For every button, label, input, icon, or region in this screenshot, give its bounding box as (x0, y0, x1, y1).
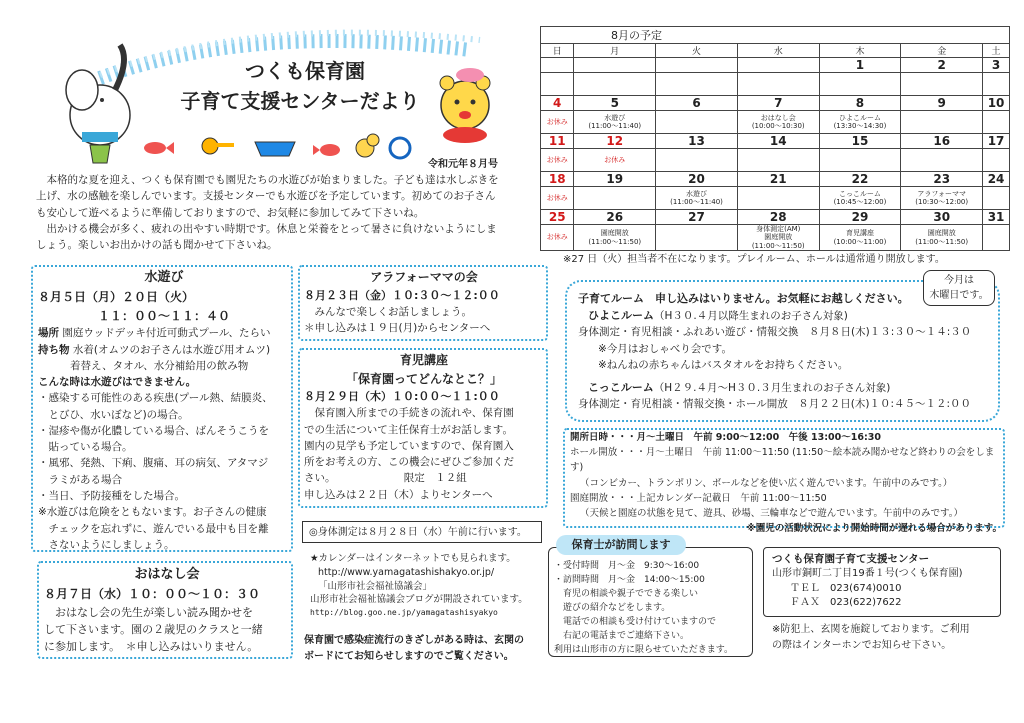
calendar-event: 水遊び (11:00〜11:40) (574, 111, 656, 134)
contact-note: ※防犯上、玄関を施錠しております。ご利用 の際はインターホンでお知らせ下さい。 (772, 624, 970, 651)
calendar-event (819, 149, 901, 172)
water-bullet: ラミがある場合 (38, 473, 122, 486)
water-bullet: チェックを忘れずに、遊んでいる最中も目を離 (38, 522, 269, 535)
calendar-date-row (541, 58, 1010, 73)
visit-badge: 保育士が訪問します (556, 535, 686, 555)
calendar-date (541, 58, 574, 73)
calendar-date: 24 (983, 172, 1010, 187)
calendar-date: 13 (656, 134, 738, 149)
water-time: １１：００〜１１：４０ (97, 308, 230, 323)
calendar-event (737, 149, 819, 172)
boat-icon (255, 142, 295, 156)
water-bullet: ・風邪、発熱、下痢、腹痛、耳の病気、アタマジ (38, 457, 269, 470)
measure-note: ◎身体測定は８月２８日（水）午前に行います。 (302, 521, 542, 543)
elephant-icon (66, 45, 130, 145)
water-bullet: 貼っている場合。 (38, 441, 133, 454)
intro-text: 本格的な夏を迎え、つくも保育園でも園児たちの水遊びが始まりました。子ども達は水しぶきを 上げ、水の感触を楽しんでいます。支援センターでも水遊びを予定しています。初めてのお子さん も安心して遊べるように準備しておりますので、お気軽に参加してみて下さいね。 出かける機会が多く、疲れの出やすい時期です。休息と栄養をとって暑さに負けないようにしま しょう。楽しいお出かけの話も聞かせて下さいね。 (36, 174, 499, 252)
calendar-event (574, 73, 656, 96)
calendar-event (656, 111, 738, 134)
water-bullet: さないようにしましょう。 (38, 538, 175, 551)
calendar-date: 10 (983, 96, 1010, 111)
calendar-event: 水遊び (11:00〜11:40) (656, 187, 738, 210)
duck-icon (356, 134, 379, 157)
calendar-event-row (541, 73, 1010, 96)
calendar-event (656, 149, 738, 172)
calendar-date: 3 (983, 58, 1010, 73)
calendar-event: 育児講座 (10:00〜11:00) (819, 225, 901, 251)
calendar-date: 12 (574, 134, 656, 149)
calendar-date-row (541, 210, 1010, 225)
bucket-icon (90, 145, 110, 163)
calendar-title: 8月の予定 (541, 27, 1010, 44)
water-bullet: とびひ、水いぼなど)の場合。 (38, 408, 189, 421)
calendar-event (656, 73, 738, 96)
water-title: 水遊び (144, 270, 184, 285)
calendar-event: おはなし会 (10:00〜10:30) (737, 111, 819, 134)
calendar-date: 23 (901, 172, 983, 187)
calendar-date: 26 (574, 210, 656, 225)
calendar-date: 29 (819, 210, 901, 225)
calendar-date: 4 (541, 96, 574, 111)
calendar-event: お休み (541, 225, 574, 251)
calendar-event: 身体測定(AM) 園庭開放 (11:00〜11:50) (737, 225, 819, 251)
calendar-event: ひよこルーム (13:30〜14:30) (819, 111, 901, 134)
calendar-date: 8 (819, 96, 901, 111)
calendar-date: 28 (737, 210, 819, 225)
rooms-content: 子育てルーム 申し込みはいりません。お気軽にお越しください。 ひよこルーム（H３０.４月以降生まれのお子さん対象) 身体測定・育児相談・ふれあい遊び・情報交換 ８月８日(木)１３:３０〜１４:３０ ※今月はおしゃべり会です。 ※ねんねの赤ちゃんはバスタオルをお持ちください。 こっこルーム（H２９.４月〜H３０.３月生まれのお子さん対象) 身体測定・育児相談・情報交換・ホール開放 ８月２２日(木)１０:４５〜１２:００ (578, 292, 972, 411)
calendar-event: アラフォーママ (10:30〜12:00) (901, 187, 983, 210)
calendar-date-row (541, 172, 1010, 187)
calendar-date: 20 (656, 172, 738, 187)
calendar-date (737, 58, 819, 73)
calendar-date: 14 (737, 134, 819, 149)
calendar (540, 26, 1010, 251)
calendar-event-row (541, 187, 1010, 210)
calendar-date: 2 (901, 58, 983, 73)
calendar-event (656, 225, 738, 251)
calendar-event: お休み (574, 149, 656, 172)
calendar-date: 21 (737, 172, 819, 187)
calendar-event: お休み (541, 111, 574, 134)
blog-url[interactable]: http://blog.goo.ne.jp/yamagatashisyakyo (310, 608, 498, 618)
infection-note: 保育園で感染症流行のきざしがある時は、玄関の ボードにてお知らせしますのでご覧ください。 (304, 635, 524, 662)
calendar-weekdays: 日 月 火 水 木 金 土 (541, 44, 1010, 58)
internet-info: ★カレンダーはインターネットでも見られます。 http://www.yamagatashishakyo.or.jp/ 「山形市社会福祉協議会」 山形市社会福祉協議会ブログが開設されています。 http://blog.goo.ne.jp/yamagatashisyakyo (310, 552, 550, 619)
calendar-event: お休み (541, 187, 574, 210)
calendar-date: 16 (901, 134, 983, 149)
calendar-date: 27 (656, 210, 738, 225)
calendar-note: ※27 日（火）担当者不在になります。プレイルーム、ホールは通常通り開放します。 (563, 254, 945, 265)
calendar-date: 17 (983, 134, 1010, 149)
calendar-event (901, 73, 983, 96)
calendar-date: 9 (901, 96, 983, 111)
calendar-date: 7 (737, 96, 819, 111)
calendar-date: 31 (983, 210, 1010, 225)
story-content: おはなし会 ８月７日（水）１０：００〜１０：３０ おはなし会の先生が楽しい読み聞かせを して下さいます。園の２歳児のクラスと一緒 に参加します。 ＊申し込みはいりません。 (44, 567, 263, 653)
calendar-event (901, 111, 983, 134)
calendar-date: 18 (541, 172, 574, 187)
ball-icon (390, 138, 410, 158)
contact-content: つくも保育園子育て支援センター 山形市銅町二丁目19番１号(つくも保育園) ＴＥＬ 023(674)0010 ＦＡＸ 023(622)7622 (772, 553, 963, 609)
calendar-date: 25 (541, 210, 574, 225)
calendar-date-row (541, 134, 1010, 149)
open-content: 開所日時・・・月〜土曜日 午前 9:00〜12:00 午後 13:00〜16:30 ホール開放・・・月〜土曜日 午前 11:00〜11:50 (11:50〜絵本読み聞かせなど終わりの会をします) （コンビカー、トランポリン、ボールなどを使い広く遊んでいます。午前中のみです。） 園庭開放・・・上記カレンダー記載日 午前 11:00〜11:50 （天候と園庭の状態を見て、遊具、砂場、三輪車などで遊んでいます。午前中のみです。） ※園児の活動状況により開始時間が遅れる場合があります。 (570, 432, 1002, 535)
speech-bubble: 今月は 木曜日です。 (923, 270, 995, 306)
calendar-date: 15 (819, 134, 901, 149)
water-play-content: 水遊び ８月５日（月）２０日（火） １１：００〜１１：４０ 場所 園庭ウッドデッキ付近可動式プール、たらい 持ち物 水着(オムツのお子さんは水遊び用オムツ) 着替え、タオル、水分補給用の飲み物 こんな時は水遊びはできません。 ・感染する可能性のある疾患(プール熱、結膜炎、 とびひ、水いぼなど)の場合。 ・湿疹や傷が化膿している場合、ばんそうこうを 貼っている場合。 ・風邪、発熱、下痢、腹痛、耳の病気、アタマジ ラミがある場合 ・当日、予防接種をした場合。 ※水遊びは危険をともないます。お子さんの健康 チェックを忘れずに、遊んでいる最中も目を離 さないようにしましょう。 (38, 268, 290, 553)
water-bullet: ※水遊びは危険をともないます。お子さんの健康 (38, 506, 267, 519)
calendar-event: お休み (541, 149, 574, 172)
calendar-date: 6 (656, 96, 738, 111)
calendar-event (983, 111, 1010, 134)
calendar-date: 22 (819, 172, 901, 187)
calendar-date (574, 58, 656, 73)
calendar-event (983, 187, 1010, 210)
calendar-event (541, 73, 574, 96)
calendar-event (983, 73, 1010, 96)
calendar-date-row (541, 96, 1010, 111)
water-date: ８月５日（月）２０日（火） (38, 290, 195, 305)
issue-date: 令和元年８月号 (428, 159, 498, 170)
calendar-date: 11 (541, 134, 574, 149)
calendar-date: 5 (574, 96, 656, 111)
calendar-event (574, 187, 656, 210)
header-title-2: 子育て支援センターだより (180, 89, 420, 113)
fish2-icon (313, 144, 340, 156)
calendar-event-row (541, 225, 1010, 251)
site-url[interactable]: http://www.yamagatashishakyo.or.jp/ (318, 566, 495, 578)
visit-content: ・受付時間 月〜金 9:30〜16:00 ・訪問時間 月〜金 14:00〜15:00 育児の相談や親子でできる楽しい 遊びの紹介などをします。 電話での相談も受け付けていますので 右記の電話までご連絡下さい。 利用は山形市の方に限らせていただきます。 (554, 561, 734, 655)
calendar-event-row (541, 149, 1010, 172)
fish-icon (144, 142, 174, 154)
water-bullet: ・感染する可能性のある疾患(プール熱、結膜炎、 (38, 392, 273, 405)
header-title-1: つくも保育園 (245, 59, 365, 83)
calendar-date (656, 58, 738, 73)
calendar-date: 19 (574, 172, 656, 187)
water-bullet: ・湿疹や傷が化膿している場合、ばんそうこうを (38, 424, 269, 437)
calendar-event: こっこルーム (10:45〜12:00) (819, 187, 901, 210)
calendar-event (901, 149, 983, 172)
calendar-event (737, 187, 819, 210)
calendar-event (819, 73, 901, 96)
calendar-event-row (541, 111, 1010, 134)
calendar-event: 園庭開放 (11:00〜11:50) (574, 225, 656, 251)
water-bullet: ・当日、予防接種をした場合。 (38, 489, 185, 502)
calendar-event (983, 149, 1010, 172)
arafo-content: アラフォーママの会 ８月２３日（金）１０:３０〜１２:００ みんなで楽しくお話しましょう。 ＊申し込みは１９日(月)からセンターへ (304, 270, 500, 334)
calendar-date: 30 (901, 210, 983, 225)
calendar-event: 園庭開放 (11:00〜11:50) (901, 225, 983, 251)
ladle-icon (202, 138, 234, 154)
calendar-event (737, 73, 819, 96)
calendar-date: 1 (819, 58, 901, 73)
course-content: 育児講座 「保育園ってどんなとこ？」 ８月２９日（木）１０:００〜１１:００ 保育園入所までの手続きの流れや、保育園 での生活について主任保育士がお話します。 園内の見学も予定していますので、保育園入 所をお考えの方、この機会にぜひご参加くだ さい。 限定 １２組 申し込みは２２日（木）よりセンターへ (304, 353, 514, 501)
calendar-event (983, 225, 1010, 251)
